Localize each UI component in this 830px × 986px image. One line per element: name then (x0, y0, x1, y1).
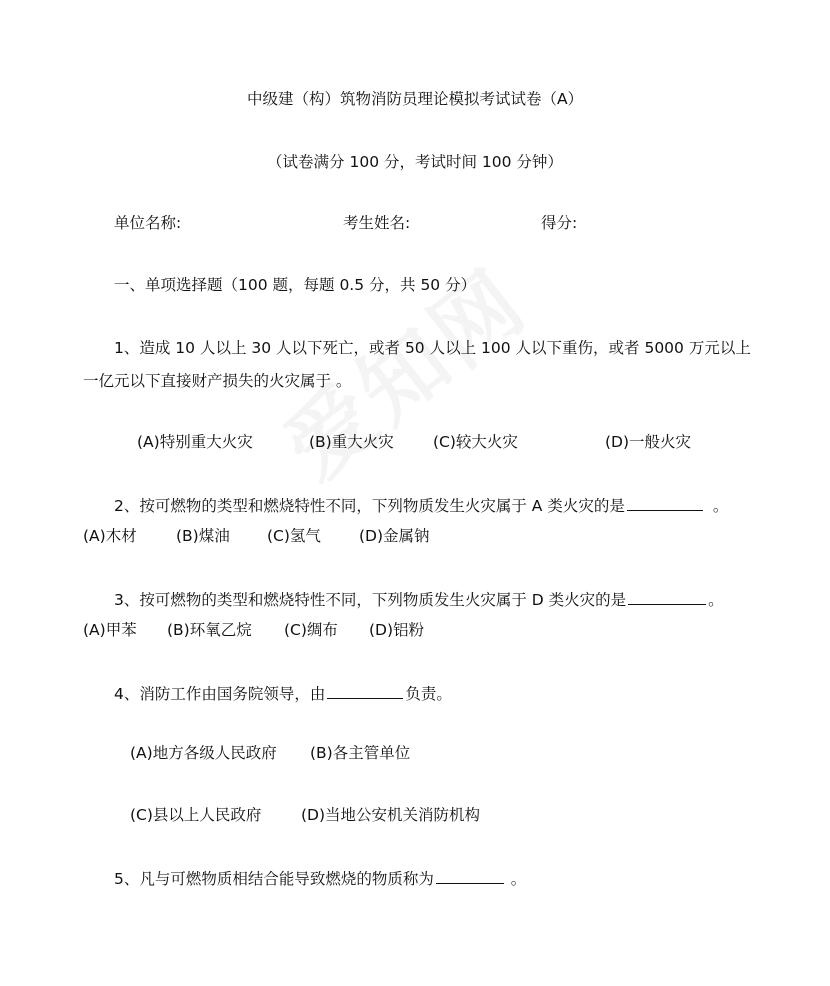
exam-title: 中级建（构）筑物消防员理论模拟考试试卷（A） (246, 90, 584, 108)
field-unit-label: 单位名称: (114, 214, 182, 232)
question-3-text: 3、按可燃物的类型和燃烧特性不同，下列物质发生火灾属于 D 类火灾的是 (114, 591, 627, 609)
question-4-option-d: (D)当地公安机关消防机构 (301, 806, 481, 824)
question-4-option-c: (C)县以上人民政府 (130, 806, 262, 824)
question-4-stem (114, 682, 452, 704)
question-1-line-1: 1、造成 10 人以上 30 人以下死亡，或者 50 人以上 100 人以下重伤，或者 5000 万元以上 (114, 339, 751, 357)
question-1-option-c: (C)较大火灾 (433, 433, 518, 451)
question-4-answer-blank (327, 682, 403, 699)
question-2-stem (114, 494, 728, 516)
field-score-label: 得分: (541, 214, 578, 232)
question-3-option-b: (B)环氧乙烷 (167, 621, 252, 639)
question-2-end: 。 (712, 497, 729, 515)
question-5-answer-blank (436, 867, 504, 884)
question-2-answer-blank (627, 494, 703, 511)
question-4-text: 4、消防工作由国务院领导，由 (114, 685, 326, 703)
question-2-option-a: (A)木材 (83, 527, 137, 545)
question-2-option-c: (C)氢气 (267, 527, 321, 545)
question-5-text: 5、凡与可燃物质相结合能导致燃烧的物质称为 (114, 870, 434, 888)
question-4-end: 负责。 (405, 685, 452, 703)
question-3-option-c: (C)绸布 (284, 621, 338, 639)
question-5-end: 。 (505, 870, 527, 888)
question-3-option-d: (D)铝粉 (369, 621, 425, 639)
question-3-option-a: (A)甲苯 (83, 621, 137, 639)
question-4-option-a: (A)地方各级人民政府 (130, 744, 277, 762)
question-1-line-2: 一亿元以下直接财产损失的火灾属于 。 (83, 372, 352, 390)
question-3-answer-blank (628, 588, 706, 605)
question-2-text: 2、按可燃物的类型和燃烧特性不同，下列物质发生火灾属于 A 类火灾的是 (114, 497, 625, 515)
question-4-option-b: (B)各主管单位 (310, 744, 411, 762)
question-3-stem (114, 588, 724, 610)
section-heading: 一、单项选择题（100 题，每题 0.5 分，共 50 分） (114, 276, 477, 294)
field-name-label: 考生姓名: (343, 214, 411, 232)
question-2-option-b: (B)煤油 (176, 527, 230, 545)
question-1-option-d: (D)一般火灾 (605, 433, 692, 451)
exam-subtitle: （试卷满分 100 分，考试时间 100 分钟） (267, 153, 563, 171)
question-1-option-a: (A)特别重大火灾 (137, 433, 253, 451)
question-3-end: 。 (708, 591, 724, 609)
question-2-option-d: (D)金属钠 (359, 527, 430, 545)
question-1-option-b: (B)重大火灾 (309, 433, 394, 451)
question-5-stem (114, 867, 526, 889)
